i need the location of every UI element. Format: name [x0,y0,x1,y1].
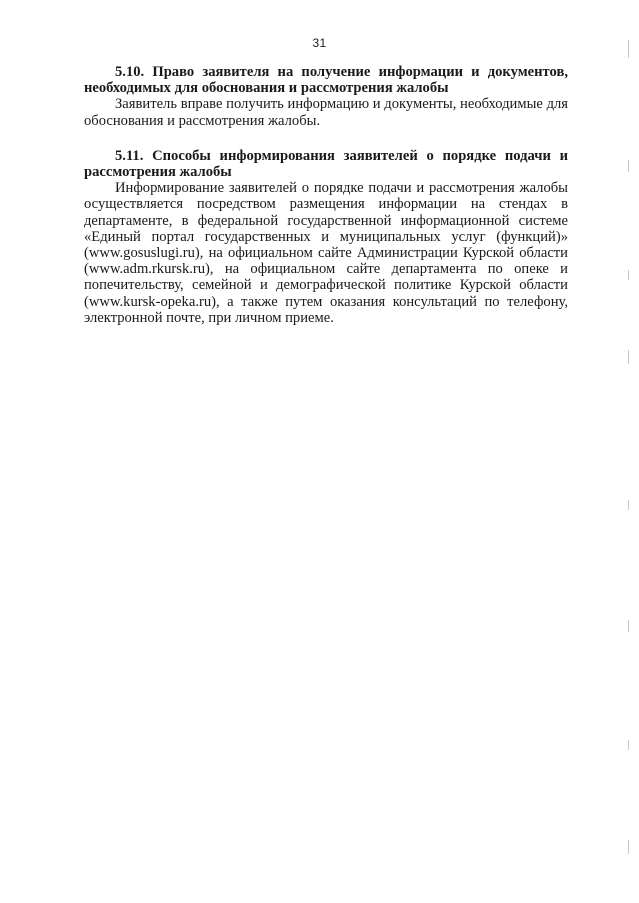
scan-mark [628,160,629,172]
scan-edge-marks [625,20,629,880]
page-number: 31 [312,36,327,50]
section-paragraph: Заявитель вправе получить информацию и документы, необходимые для обоснования и рассмотрения жалобы. [84,96,568,129]
scan-mark [628,740,629,750]
scan-mark [628,270,629,280]
scan-mark [628,620,629,632]
section-paragraph: Информирование заявителей о порядке подачи и рассмотрения жалобы осуществляется посредством размещения информации на стендах в департаменте, в федеральной государственной информационной системе «Единый портал государственных и муниципальных услуг (функций)» (www.gosuslugi.ru), на официальном сайте Администрации Курской области (www.adm.rkursk.ru), на официальном сайте департамента по опеке и попечительству, семейной и демографической политике Курской области (www.kursk-opeka.ru), а также путем оказания консультаций по телефону, электронной почте, при личном приеме. [84,180,568,326]
section-5-10 [84,64,568,129]
document-body [84,64,568,326]
section-heading: 5.11. Способы информирования заявителей о порядке подачи и рассмотрения жалобы [84,147,568,181]
scan-mark [628,350,629,364]
scan-mark [628,840,629,854]
section-5-11 [84,148,568,326]
scan-mark [628,40,629,58]
scan-mark [628,500,629,510]
section-heading: 5.10. Право заявителя на получение информации и документов, необходимых для обоснования и рассмотрения жалобы [84,64,568,97]
